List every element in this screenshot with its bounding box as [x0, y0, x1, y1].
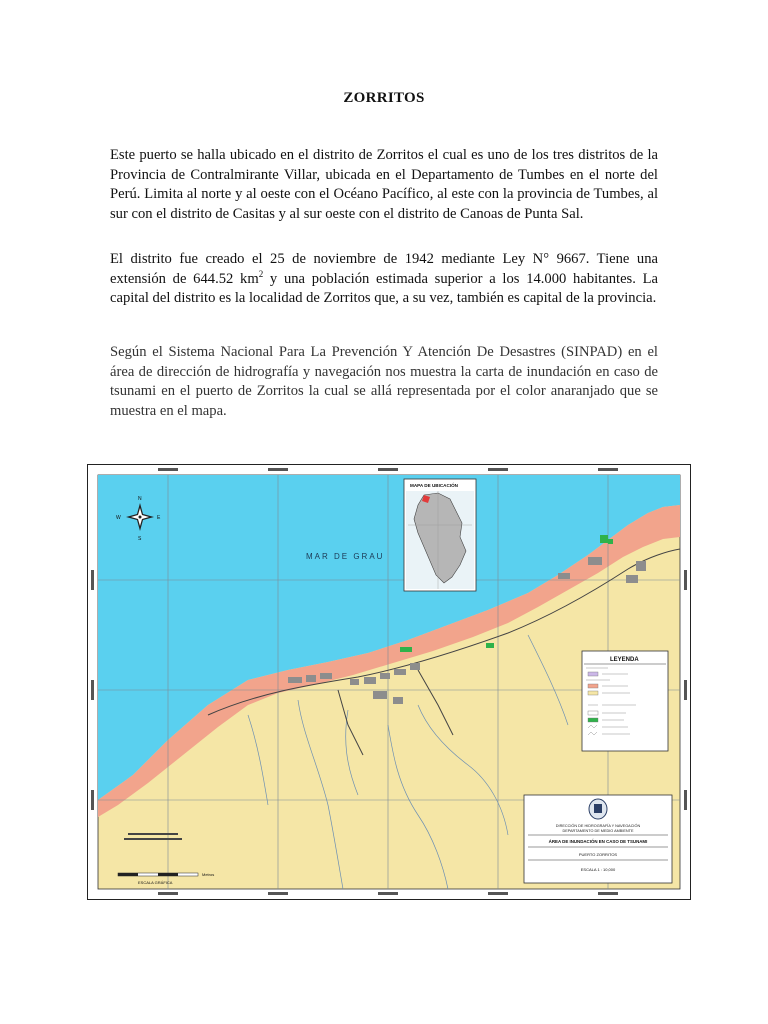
compass-west: W — [116, 515, 121, 521]
paragraph-location: Este puerto se halla ubicado en el distrito de Zorritos el cual es uno de los tres distritos de la Provincia de Contralmirante Villar, ubicada en el Departamento de Tumbes en el norte del Perú. Limita al norte y al oeste con el Océano Pacífico, al este con la provincia de Tumbes, al sur con el distrito de Casitas y al sur oeste con el distrito de Canoas de Punta Sal. — [110, 147, 658, 222]
org-line-2: DEPARTAMENTO DE MEDIO AMBIENTE — [562, 829, 634, 833]
superscript-squared: 2 — [258, 268, 264, 279]
paragraph-sinpad: Según el Sistema Nacional Para La Prevención Y Atención De Desastres (SINPAD) en el área de dirección de hidrografía y navegación nos muestra la carta de inundación en caso de tsunami en el puerto de Zorritos la cual se allá representada por el color anaranjado que se muestra en el mapa. — [110, 344, 658, 419]
tsunami-flood-map — [87, 464, 691, 900]
compass-north: N — [138, 496, 142, 502]
map-scale-text: ESCALA 1 : 10,000 — [580, 867, 616, 872]
map-legend — [582, 651, 668, 751]
map-main-title: ÁREA DE INUNDACIÓN EN CASO DE TSUNAMI — [548, 839, 648, 844]
location-inset — [404, 479, 476, 591]
sea-label: MAR DE GRAU — [306, 552, 385, 561]
page-title: ZORRITOS — [343, 90, 425, 106]
compass-south: S — [138, 536, 142, 542]
navy-emblem-icon — [589, 799, 607, 819]
scale-label: ESCALA GRÁFICA — [138, 880, 173, 885]
map-title-block — [524, 795, 672, 883]
map-svg — [88, 465, 690, 899]
paragraph-history — [110, 250, 658, 309]
legend-title: LEYENDA — [610, 657, 639, 663]
map-place: PUERTO ZORRITOS — [578, 852, 618, 857]
paragraph-history-part-2: y una población estimada superior a los 14.000 habitantes. La capital del distrito es la localidad de Zorritos que, a su vez, también es capital de la provincia. — [110, 270, 658, 306]
compass-east: E — [157, 515, 161, 521]
scale-unit: Metros — [202, 872, 215, 877]
org-line-1: DIRECCIÓN DE HIDROGRAFÍA Y NAVEGACIÓN — [555, 824, 641, 828]
inset-title: MAPA DE UBICACIÓN — [410, 483, 458, 488]
paragraph-history-part-1: El distrito fue creado el 25 de noviembre de 1942 mediante Ley N° 9667. Tiene una extensión de 644.52 km — [110, 251, 658, 287]
